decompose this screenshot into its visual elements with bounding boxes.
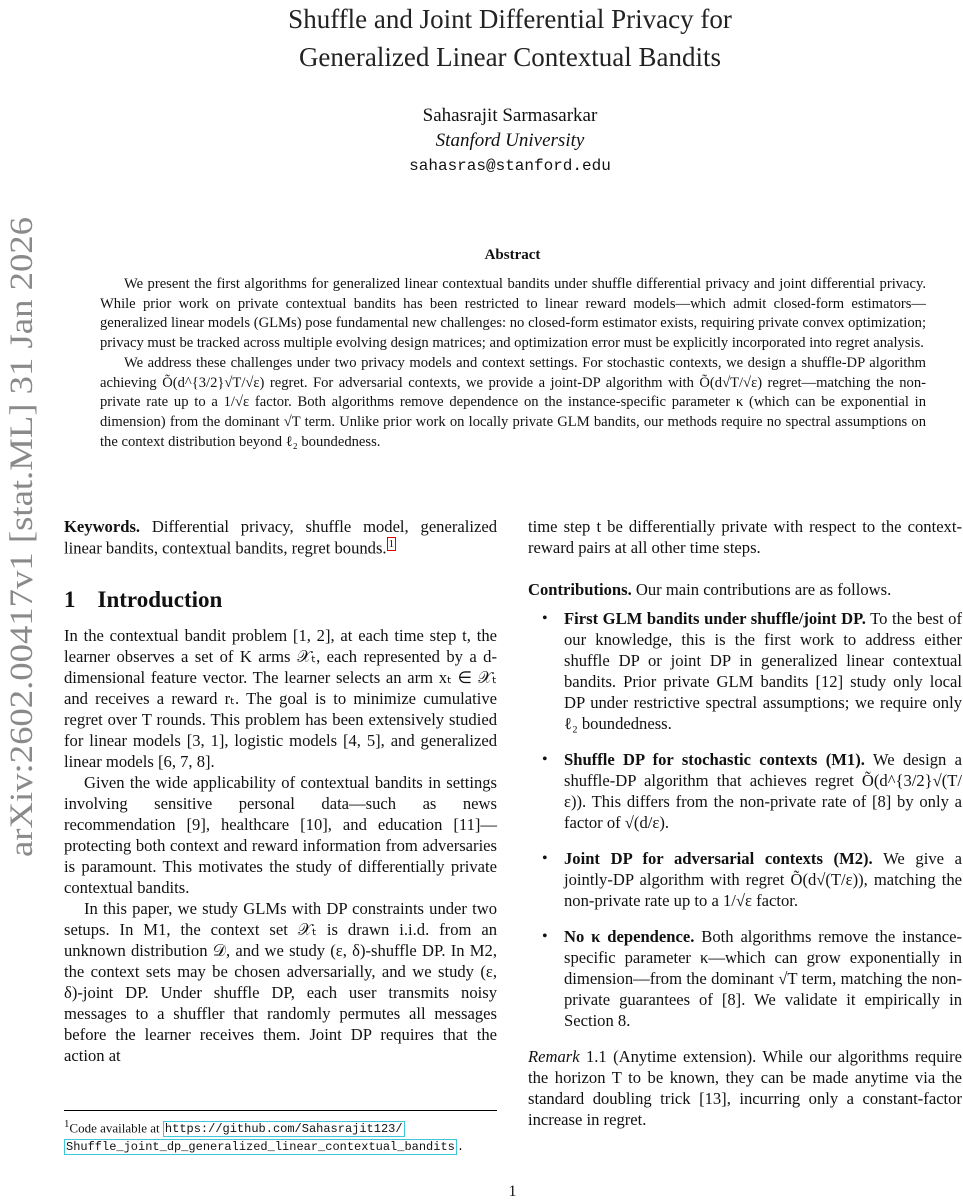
intro-paragraph-1: In the contextual bandit problem [1, 2], at each time step t, the learner observes a set of K arms 𝒳ₜ, each represented by a d-dimensional feature vector. The learner selects an arm xₜ ∈ 𝒳ₜ and receives a reward rₜ. The goal is to minimize cumulative regret over T rounds. This problem has been extensively studied for linear models [3, 1], logistic models [4, 5], and generalized linear models [6, 7, 8]. <box>64 625 497 771</box>
abstract-paragraph-1: We present the first algorithms for generalized linear contextual bandits under shuffle differential privacy and joint differential privacy. While prior work on private contextual bandits has been restricted to linear reward models—which admit closed-form estimators—generalized linear models (GLMs) pose fundamental new challenges: no closed-form estimator exists, requiring private convex optimization; privacy must be tracked across multiple evolving design matrices; and optimization error must be explicitly incorporated into regret analysis. <box>100 276 926 352</box>
contribution-text: To the best of our knowledge, this is the first work to address either shuffle DP or joint DP in generalized linear contextual bandits. Prior private GLM bandits [12] study only local DP under restrictive spectral assumptions; we require only ℓ₂ boundedness. <box>564 609 962 733</box>
section-number: 1 <box>64 586 76 612</box>
right-column <box>528 516 962 1130</box>
abstract-paragraph-2: We address these challenges under two privacy models and context settings. For stochastic contexts, we design a shuffle-DP algorithm achieving Õ(d^{3/2}√T/√ε) regret. For adversarial contexts, we provide a joint-DP algorithm with Õ(d√T/√ε) regret—matching the non-private rate up to a 1/√ε factor. Both algorithms remove dependence on the instance-specific parameter κ (which can be exponential in dimension) from the dominant √T term. Unlike prior work on locally private GLM bandits, our methods require no spectral assumptions on the context distribution beyond ℓ₂ boundedness. <box>100 354 926 450</box>
footnote-number: 1 <box>64 1118 70 1130</box>
contribution-text: We give a jointly-DP algorithm with regret Õ(d√(T/ε)), matching the non-private rate up to a 1/√ε factor. <box>564 849 962 910</box>
list-item <box>528 749 962 833</box>
bullet-icon: • <box>542 850 548 867</box>
contribution-title: Joint DP for adversarial contexts (M2). <box>564 849 873 868</box>
keywords-paragraph <box>64 516 497 559</box>
author-name: Sahasrajit Sarmasarkar <box>422 105 598 126</box>
footnote-marker-link[interactable]: 1 <box>388 538 395 550</box>
abstract-heading: Abstract <box>484 247 541 263</box>
bullet-icon: • <box>542 928 548 945</box>
remark-text: While our algorithms require the horizon T to be known, they can be made anytime via the standard doubling trick [13], incurring only a constant-factor increase in regret. <box>528 1047 963 1129</box>
contribution-title: No κ dependence. <box>564 927 695 946</box>
remark-number: 1.1 <box>585 1047 607 1066</box>
remark-title: (Anytime extension). <box>613 1047 757 1066</box>
footnote: $^1$Code available at https://github.com/Sahasrajit123/ Shuffle_joint_dp_generalized_linear_contextual_bandits . <box>64 1110 497 1156</box>
contributions-intro: Our main contributions are as follows. <box>635 580 892 599</box>
section-title: Introduction <box>97 586 223 612</box>
section-heading-introduction <box>64 586 497 614</box>
author-affiliation: Stanford University <box>435 130 585 151</box>
author-email[interactable]: sahasras@stanford.edu <box>409 157 611 175</box>
arxiv-stamp-text: arXiv:2602.00417v1 [stat.ML] 31 Jan 2026 <box>4 281 40 857</box>
contributions-paragraph <box>528 579 962 600</box>
intro-paragraph-3-continued: time step t be differentially private with respect to the context-reward pairs at all other time steps. <box>528 517 962 557</box>
intro-paragraph-2: Given the wide applicability of contextual bandits in settings involving sensitive personal data—such as news recommendation [9], healthcare [10], and education [11]—protecting both context and reward information from adversaries is paramount. This motivates the study of differentially private contextual bandits. <box>64 772 497 897</box>
abstract-body <box>100 275 926 452</box>
bullet-icon: • <box>542 610 548 627</box>
footnote-text <box>64 1115 497 1138</box>
left-column <box>64 516 497 1066</box>
paper-title <box>130 0 890 76</box>
arxiv-stamp <box>2 215 42 860</box>
contribution-text: We design a shuffle-DP algorithm that achieves regret Õ(d^{3/2}√(T/ε)). This differs from the non-private rate of [8] by only a factor of √(d/ε). <box>564 750 962 832</box>
bullet-icon: • <box>542 751 548 768</box>
footnote-prefix: Code available at <box>69 1120 160 1136</box>
keywords-label: Keywords. <box>64 517 141 536</box>
page-number: 1 <box>508 1183 517 1200</box>
title-line-2: Generalized Linear Contextual Bandits <box>298 42 722 72</box>
keywords-text: Differential privacy, shuffle model, generalized linear bandits, contextual bandits, regret bounds. <box>64 517 497 558</box>
contribution-title: First GLM bandits under shuffle/joint DP. <box>564 609 866 628</box>
list-item <box>528 608 962 734</box>
contributions-list <box>528 608 962 1031</box>
footnote-url-part1[interactable]: https://github.com/Sahasrajit123/ <box>164 1122 403 1137</box>
title-line-1: Shuffle and Joint Differential Privacy for <box>288 4 732 34</box>
list-item <box>528 926 962 1031</box>
remark-label: Remark <box>528 1047 580 1066</box>
contribution-title: Shuffle DP for stochastic contexts (M1). <box>564 750 865 769</box>
footnote-url-part2[interactable]: Shuffle_joint_dp_generalized_linear_contextual_bandits <box>66 1140 455 1155</box>
list-item <box>528 848 962 911</box>
contributions-label: Contributions. <box>528 580 632 599</box>
intro-paragraph-3: In this paper, we study GLMs with DP constraints under two setups. In M1, the context set 𝒳ₜ is drawn i.i.d. from an unknown distribution 𝒟, and we study (ε, δ)-shuffle DP. In M2, the context sets may be chosen adversarially, and we study (ε, δ)-joint DP. Under shuffle DP, each user transmits noisy messages to a shuffler that randomly permutes all messages before the learner receives them. Joint DP requires that the action at <box>64 898 497 1065</box>
author-block <box>330 104 690 178</box>
contribution-text: Both algorithms remove the instance-specific parameter κ—which can grow exponentially in dimension—from the dominant √T term, matching the non-private guarantees of [8]. We validate it empirically in Section 8. <box>564 927 962 1030</box>
remark-paragraph <box>528 1046 962 1130</box>
